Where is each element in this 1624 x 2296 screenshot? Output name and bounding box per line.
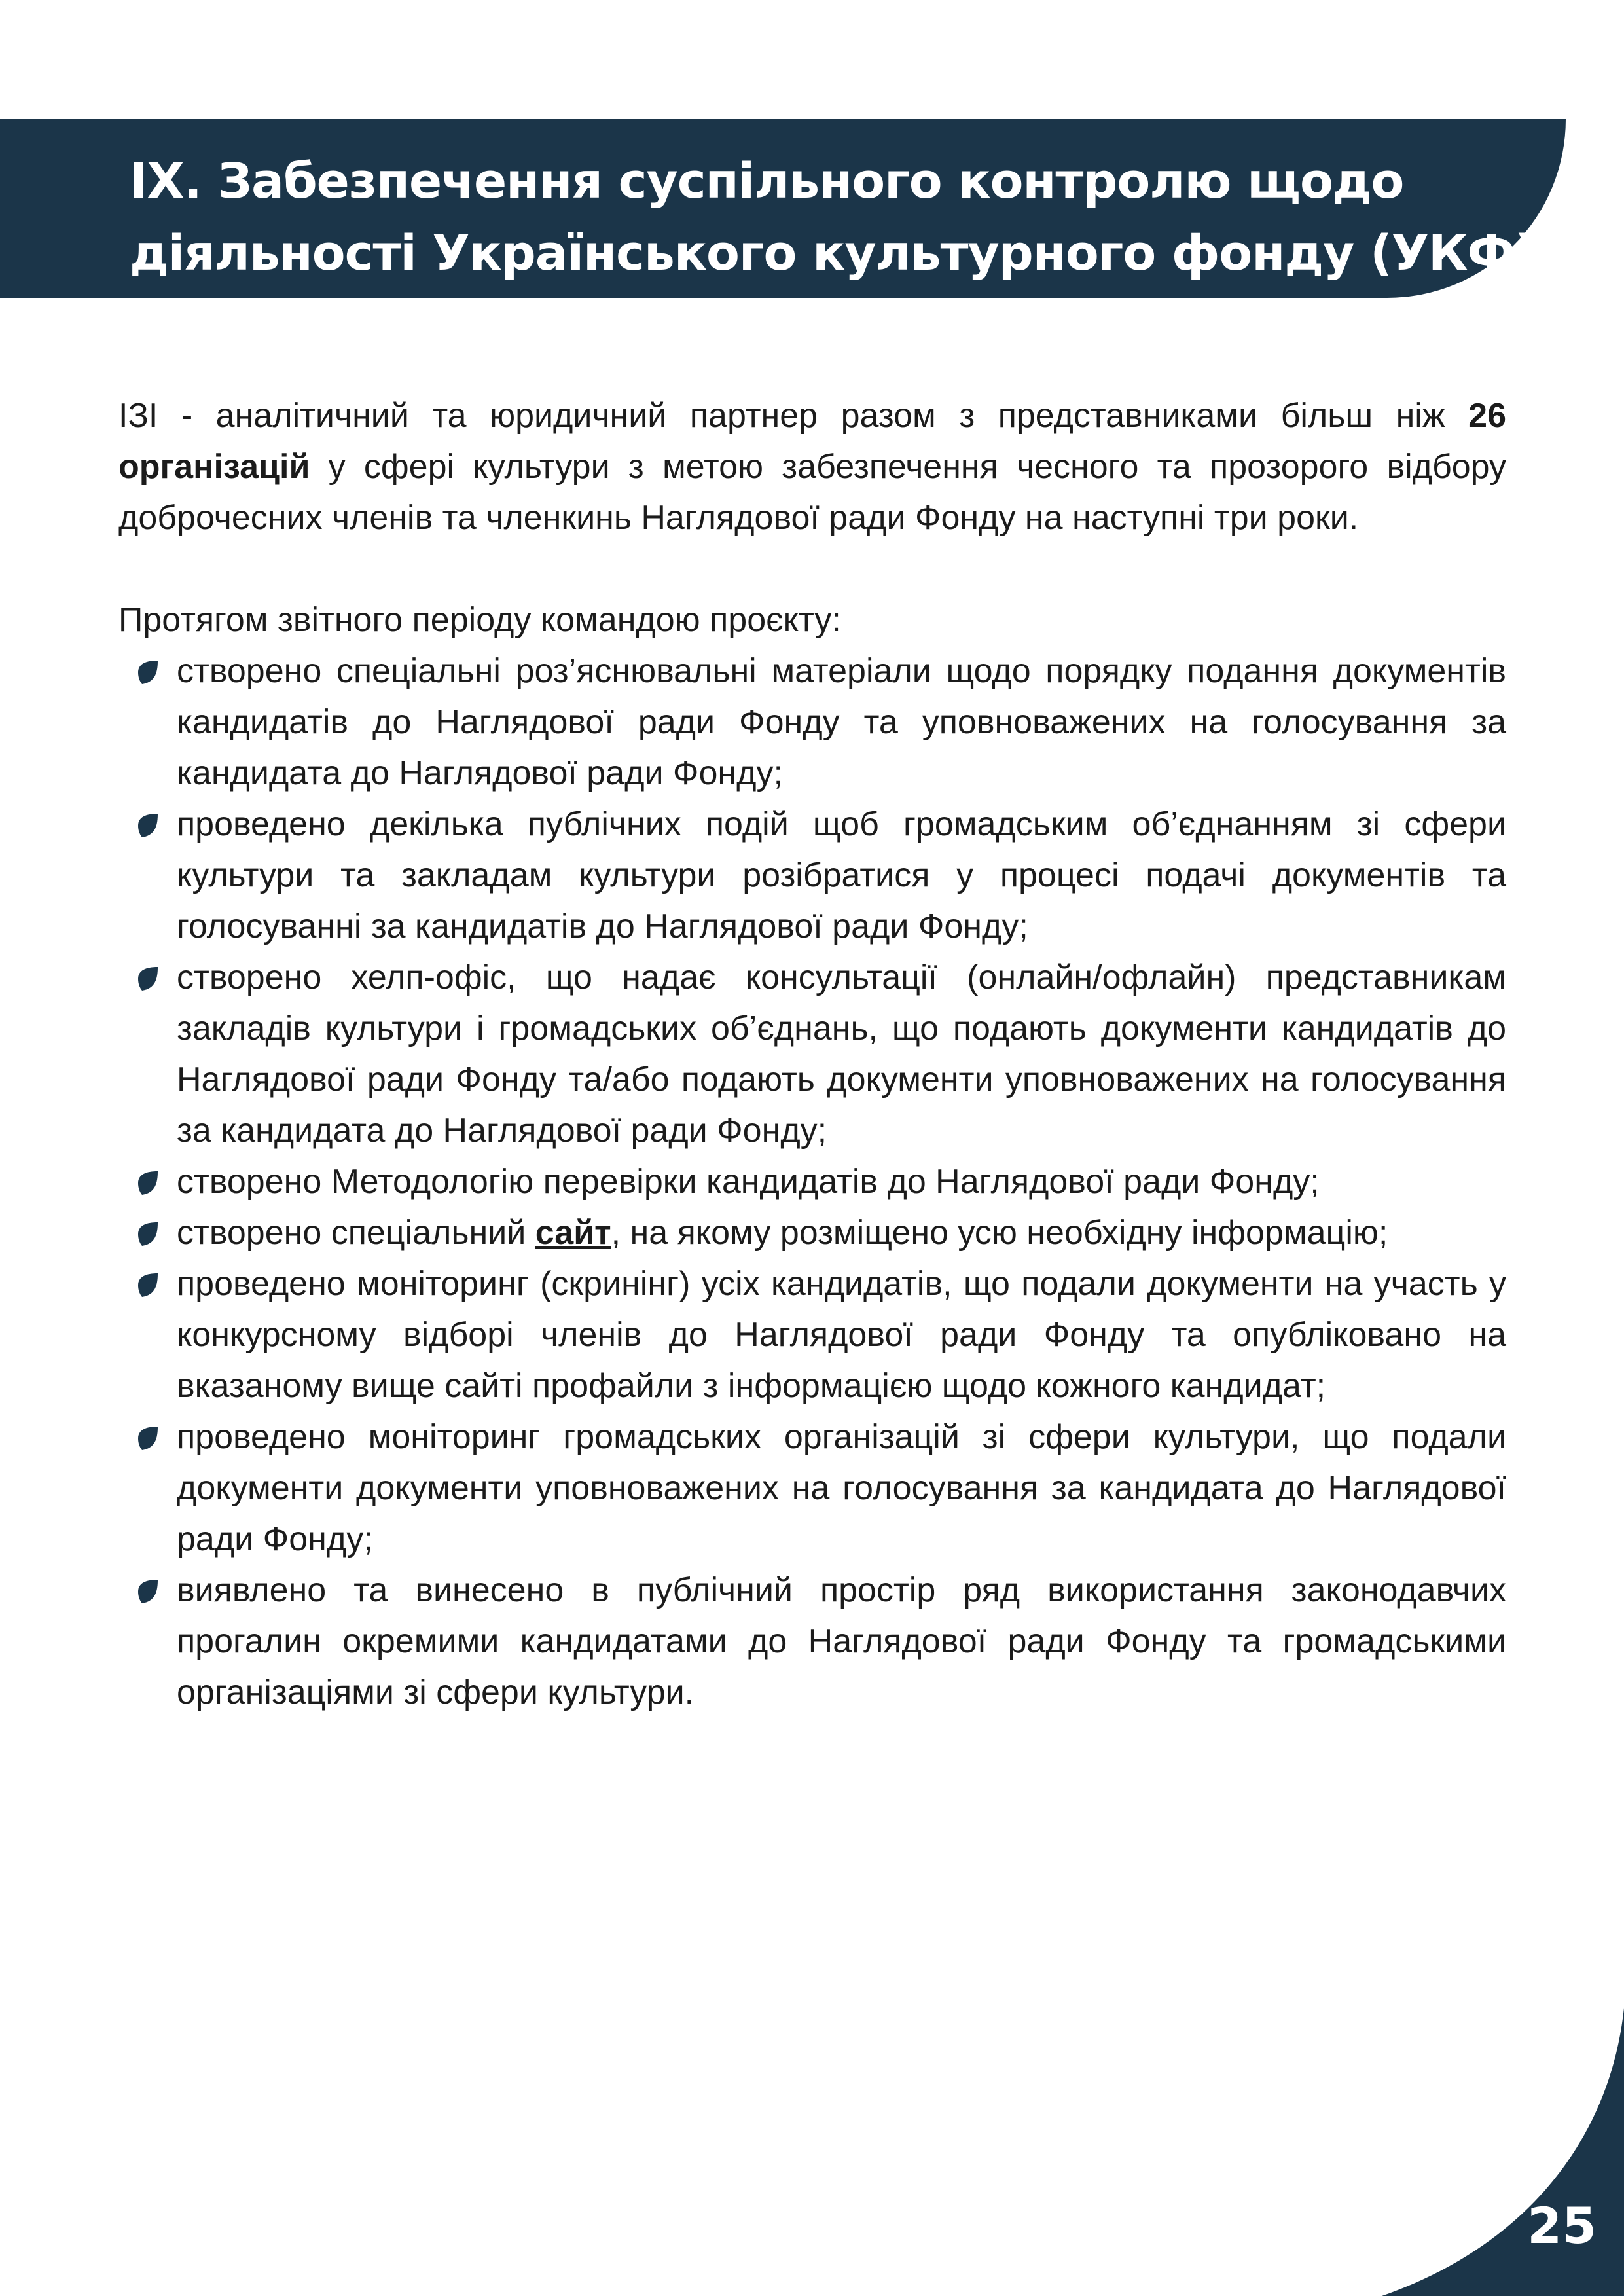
section-title-line-2: діяльності Українського культурного фонду (УКФ) — [130, 225, 1536, 282]
page-content — [118, 390, 1506, 1718]
list-item-text-before: створено спеціальний — [177, 1214, 535, 1252]
leaf-bullet-icon — [134, 812, 162, 839]
list-item-text: проведено декілька публічних подій щоб громадським об’єднанням зі сфери культури та закладам культури розібратися у процесі подачі документів та голосуванні за кандидатів до Наглядової ради Фонду; — [177, 805, 1506, 945]
page-number: 25 — [1527, 2196, 1597, 2255]
leaf-bullet-icon — [134, 1169, 162, 1197]
list-item-text: проведено моніторинг громадських організацій зі сфери культури, що подали документи документи уповноважених на голосування за кандидата до Наглядової ради Фонду; — [177, 1418, 1506, 1558]
list-item-text — [177, 1214, 1388, 1252]
list-item — [118, 799, 1506, 952]
list-item-text: проведено моніторинг (скринінг) усіх кандидатів, що подали документи на участь у конкурсному відборі членів до Наглядової ради Фонду та опубліковано на вказаному вище сайті профайли з інформацією щодо кожного кандидат; — [177, 1265, 1506, 1405]
list-item-text: створено Методологію перевірки кандидатів до Наглядової ради Фонду; — [177, 1163, 1320, 1201]
intro-lead: ІЗІ - аналітичний та юридичний партнер разом з представниками більш ніж — [118, 397, 1469, 435]
leaf-bullet-icon — [134, 1578, 162, 1605]
section-title — [130, 145, 1537, 289]
list-item — [118, 1207, 1506, 1258]
intro-paragraph — [118, 390, 1506, 543]
achievements-list — [118, 646, 1506, 1718]
leaf-bullet-icon — [134, 1425, 162, 1452]
leaf-bullet-icon — [134, 1220, 162, 1248]
leaf-bullet-icon — [134, 965, 162, 993]
list-item-text-after: , на якому розміщено усю необхідну інформацію; — [611, 1214, 1388, 1252]
list-item — [118, 1412, 1506, 1565]
website-link[interactable]: сайт — [535, 1214, 611, 1252]
list-item — [118, 952, 1506, 1156]
intro-tail: у сфері культури з метою забезпечення чесного та прозорого відбору доброчесних членів та членкинь Наглядової ради Фонду на наступні три роки. — [118, 448, 1506, 537]
leaf-bullet-icon — [134, 659, 162, 686]
leaf-bullet-icon — [134, 1271, 162, 1299]
list-item — [118, 646, 1506, 799]
list-item-text: виявлено та винесено в публічний простір ряд використання законодавчих прогалин окремими кандидатами до Наглядової ради Фонду та громадськими організаціями зі сфери культури. — [177, 1571, 1506, 1711]
list-intro: Протягом звітного періоду командою проєкту: — [118, 601, 841, 639]
list-item — [118, 1565, 1506, 1718]
section-title-line-1: ІХ. Забезпечення суспільного контролю щодо — [130, 153, 1404, 210]
list-item-text: створено хелп-офіс, що надає консультації (онлайн/офлайн) представникам закладів культури і громадських об’єднань, що подають документи кандидатів до Наглядової ради Фонду та/або подають документи уповноважених на голосування за кандидата до Наглядової ради Фонду; — [177, 958, 1506, 1150]
list-item — [118, 1258, 1506, 1412]
list-item — [118, 1156, 1506, 1207]
intro-bold: 26 організацій — [118, 397, 1506, 486]
list-item-text: створено спеціальні роз’яснювальні матеріали щодо порядку подання документів кандидатів до Наглядової ради Фонду та уповноважених на голосування за кандидата до Наглядової ради Фонду; — [177, 652, 1506, 792]
